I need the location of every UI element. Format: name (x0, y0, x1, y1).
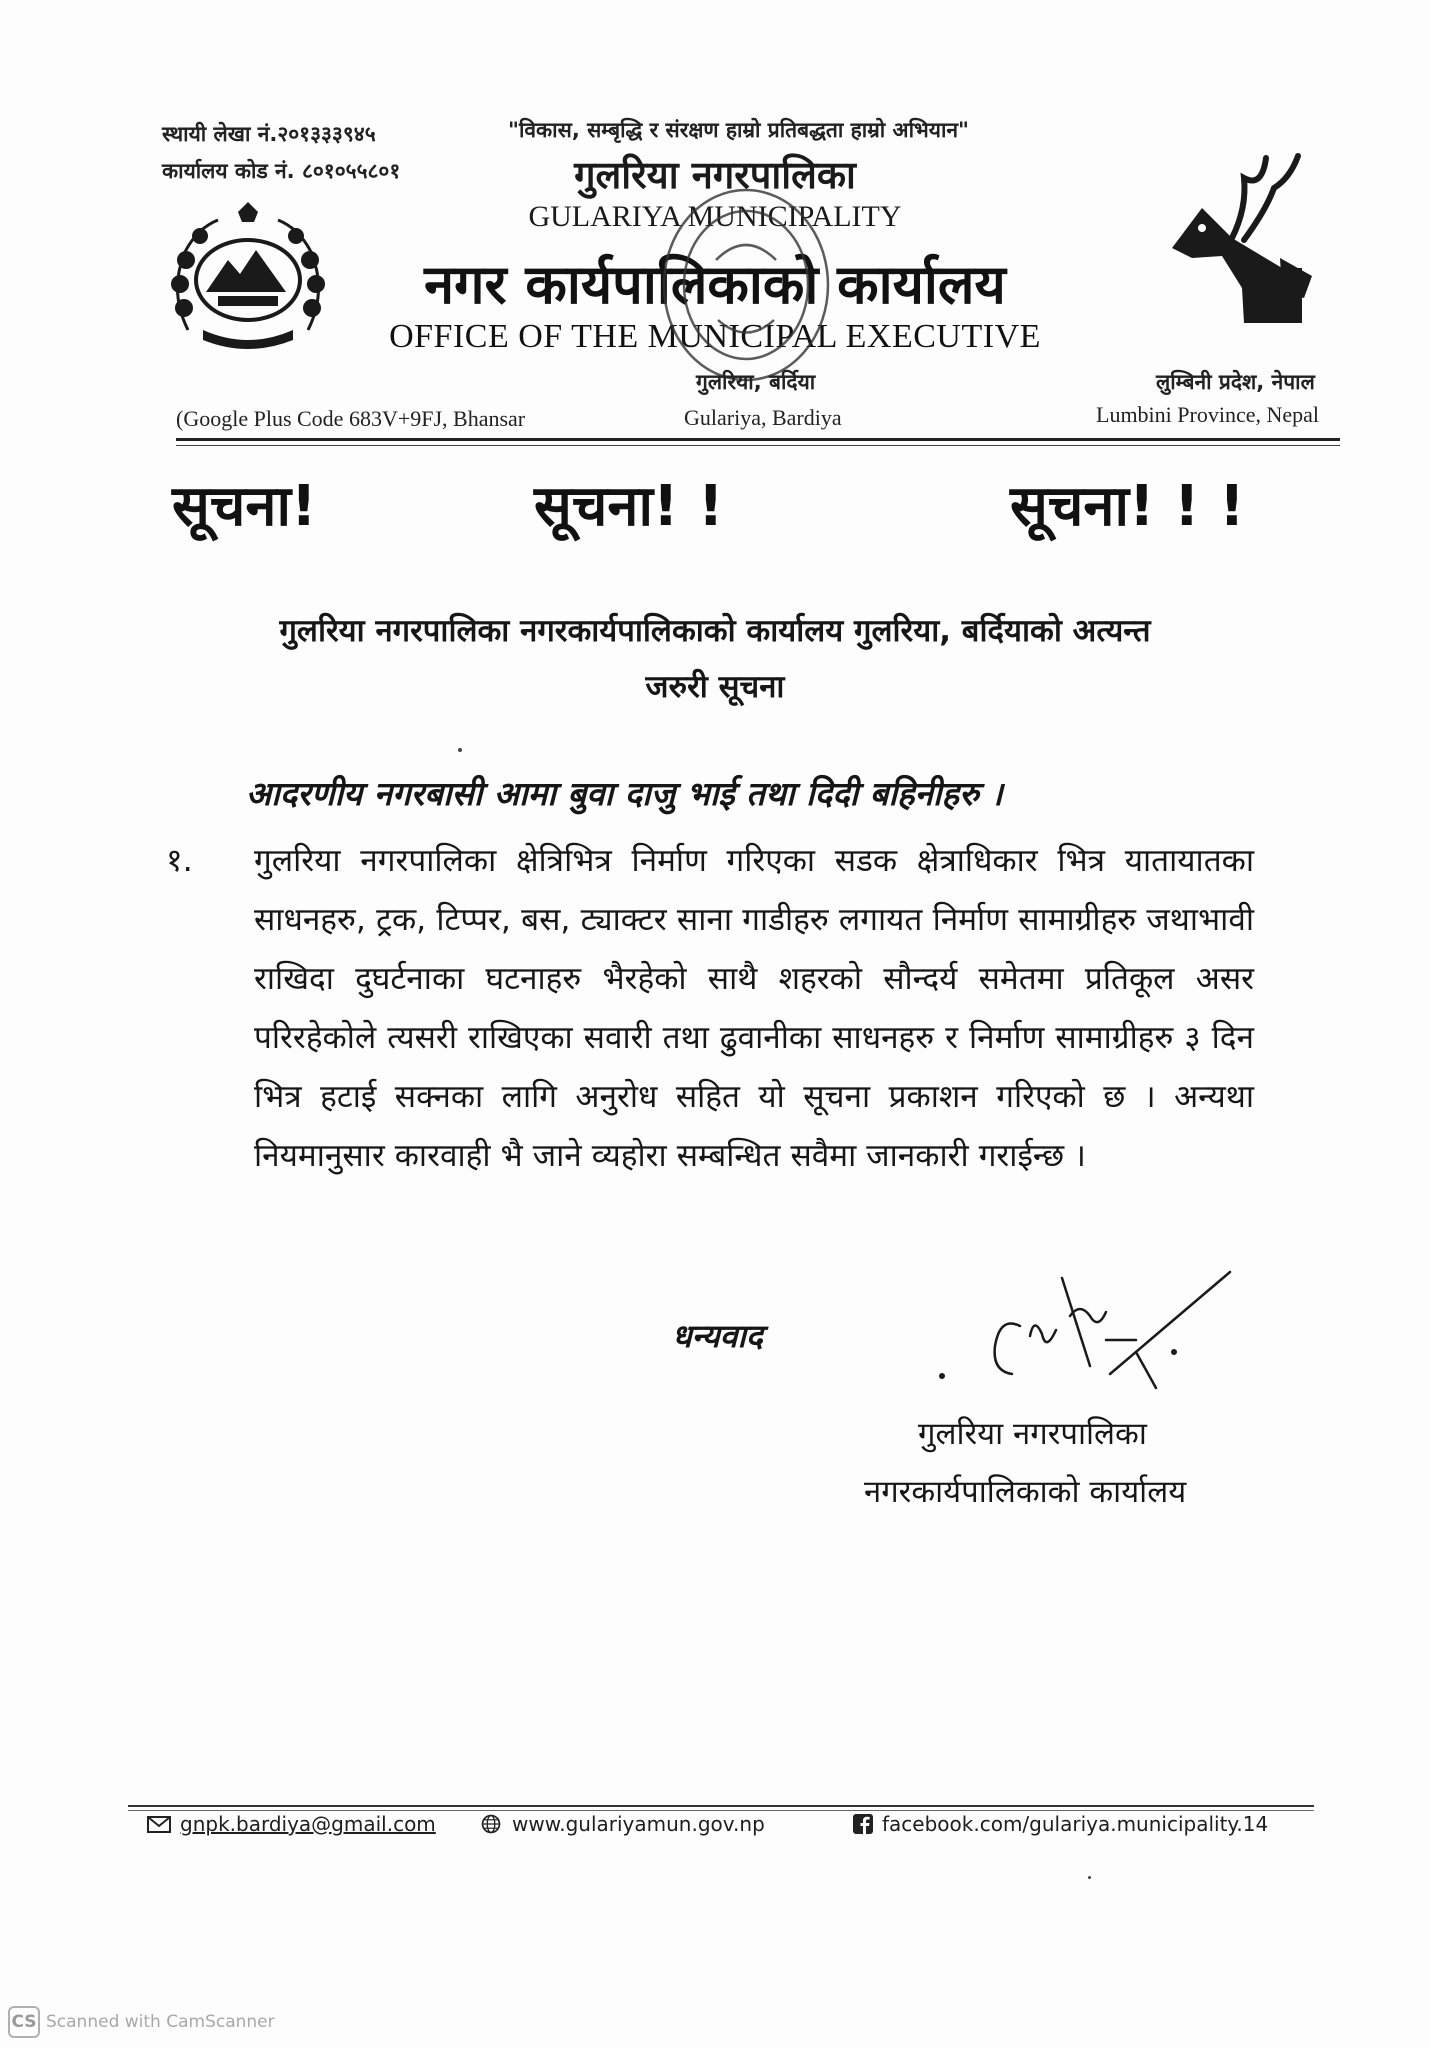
email-link[interactable]: gnpk.bardiya@gmail.com (180, 1812, 436, 1836)
office-code: कार्यालय कोड नं. ८०१०५५८०१ (162, 159, 401, 183)
location-nepali: गुलरिया, बर्दिया (696, 370, 816, 394)
office-name-english: OFFICE OF THE MUNICIPAL EXECUTIVE (389, 318, 1041, 355)
signature (930, 1256, 1250, 1396)
footer-divider (128, 1805, 1314, 1807)
header-divider-thin (176, 445, 1340, 446)
globe-icon (478, 1813, 504, 1835)
signatory-organization: गुलरिया नगरपालिका (918, 1416, 1147, 1452)
scan-speck (1088, 1876, 1091, 1879)
thanks-text: धन्यवाद (672, 1317, 763, 1355)
facebook-link[interactable]: facebook.com/gulariya.municipality.14 (882, 1812, 1269, 1836)
plus-code: (Google Plus Code 683V+9FJ, Bhansar (176, 406, 526, 431)
footer-website[interactable] (478, 1808, 765, 1840)
notice-body: गुलरिया नगरपालिका क्षेत्रिभित्र निर्माण गरिएका सडक क्षेत्राधिकार भित्र यातायातका साधनहरु, ट्रक, टिप्पर, बस, ट्याक्टर साना गाडीहरु लगायत निर्माण सामाग्रीहरु जथाभावी राखिदा दुघर्टनाका घटनाहरु भैरहेको साथै शहरको सौन्दर्य समेतमा प्रतिकूल असर परिरहेकोले त्यसरी राखिएका सवारी तथा ढुवानीका साधनहरु र निर्माण सामाग्रीहरु ३ दिन भित्र हटाई सक्नका लागि अनुरोध सहित यो सूचना प्रकाशन गरिएको छ । अन्यथा नियमानुसार कारवाही भै जाने व्यहोरा सम्बन्धित सवैमा जानकारी गराईन्छ । (254, 843, 1254, 1174)
signatory-office: नगरकार्यपालिकाको कार्यालय (864, 1474, 1187, 1510)
scan-speck (458, 748, 462, 752)
footer-facebook[interactable] (852, 1808, 1268, 1840)
facebook-icon (852, 1813, 874, 1835)
footer-email[interactable] (146, 1808, 436, 1840)
account-number: स्थायी लेखा नं.२०१३३३९४५ (162, 122, 376, 146)
website-link[interactable]: www.gulariyamun.gov.np (512, 1812, 765, 1836)
camscanner-logo-icon: CS (8, 2006, 40, 2038)
notice-heading-3: सूचना! ! ! (1010, 474, 1245, 539)
location-english: Gulariya, Bardiya (684, 405, 842, 430)
notice-heading-2: सूचना! ! (534, 474, 724, 539)
header-divider (176, 438, 1340, 441)
item-number: १. (166, 841, 193, 879)
salutation: आदरणीय नगरबासी आमा बुवा दाजु भाई तथा दिदी बहिनीहरु । (246, 774, 1003, 813)
notice-title-line-2: जरुरी सूचना (645, 669, 785, 705)
camscanner-watermark (8, 2006, 275, 2038)
office-name-nepali: नगर कार्यपालिकाको कार्यालय (424, 253, 1006, 316)
notice-title (150, 603, 1280, 715)
notice-heading-1: सूचना! (172, 474, 317, 539)
province-nepali: लुम्बिनी प्रदेश, नेपाल (1156, 370, 1315, 394)
envelope-icon (146, 1813, 172, 1835)
province-english: Lumbini Province, Nepal (1096, 402, 1320, 427)
watermark-text: Scanned with CamScanner (46, 2012, 275, 2032)
blackbuck-logo-icon (1162, 148, 1322, 338)
slogan: "विकास, सम्बृद्धि र संरक्षण हाम्रो प्रतिबद्धता हाम्रो अभियान" (508, 118, 969, 142)
municipality-name-nepali: गुलरिया नगरपालिका (574, 153, 856, 197)
municipality-name-english: GULARIYA MUNICIPALITY (528, 200, 902, 233)
notice-title-line-1: गुलरिया नगरपालिका नगरकार्यपालिकाको कार्यालय गुलरिया, बर्दियाको अत्यन्त (279, 613, 1151, 649)
office-stamp-icon (646, 170, 846, 400)
